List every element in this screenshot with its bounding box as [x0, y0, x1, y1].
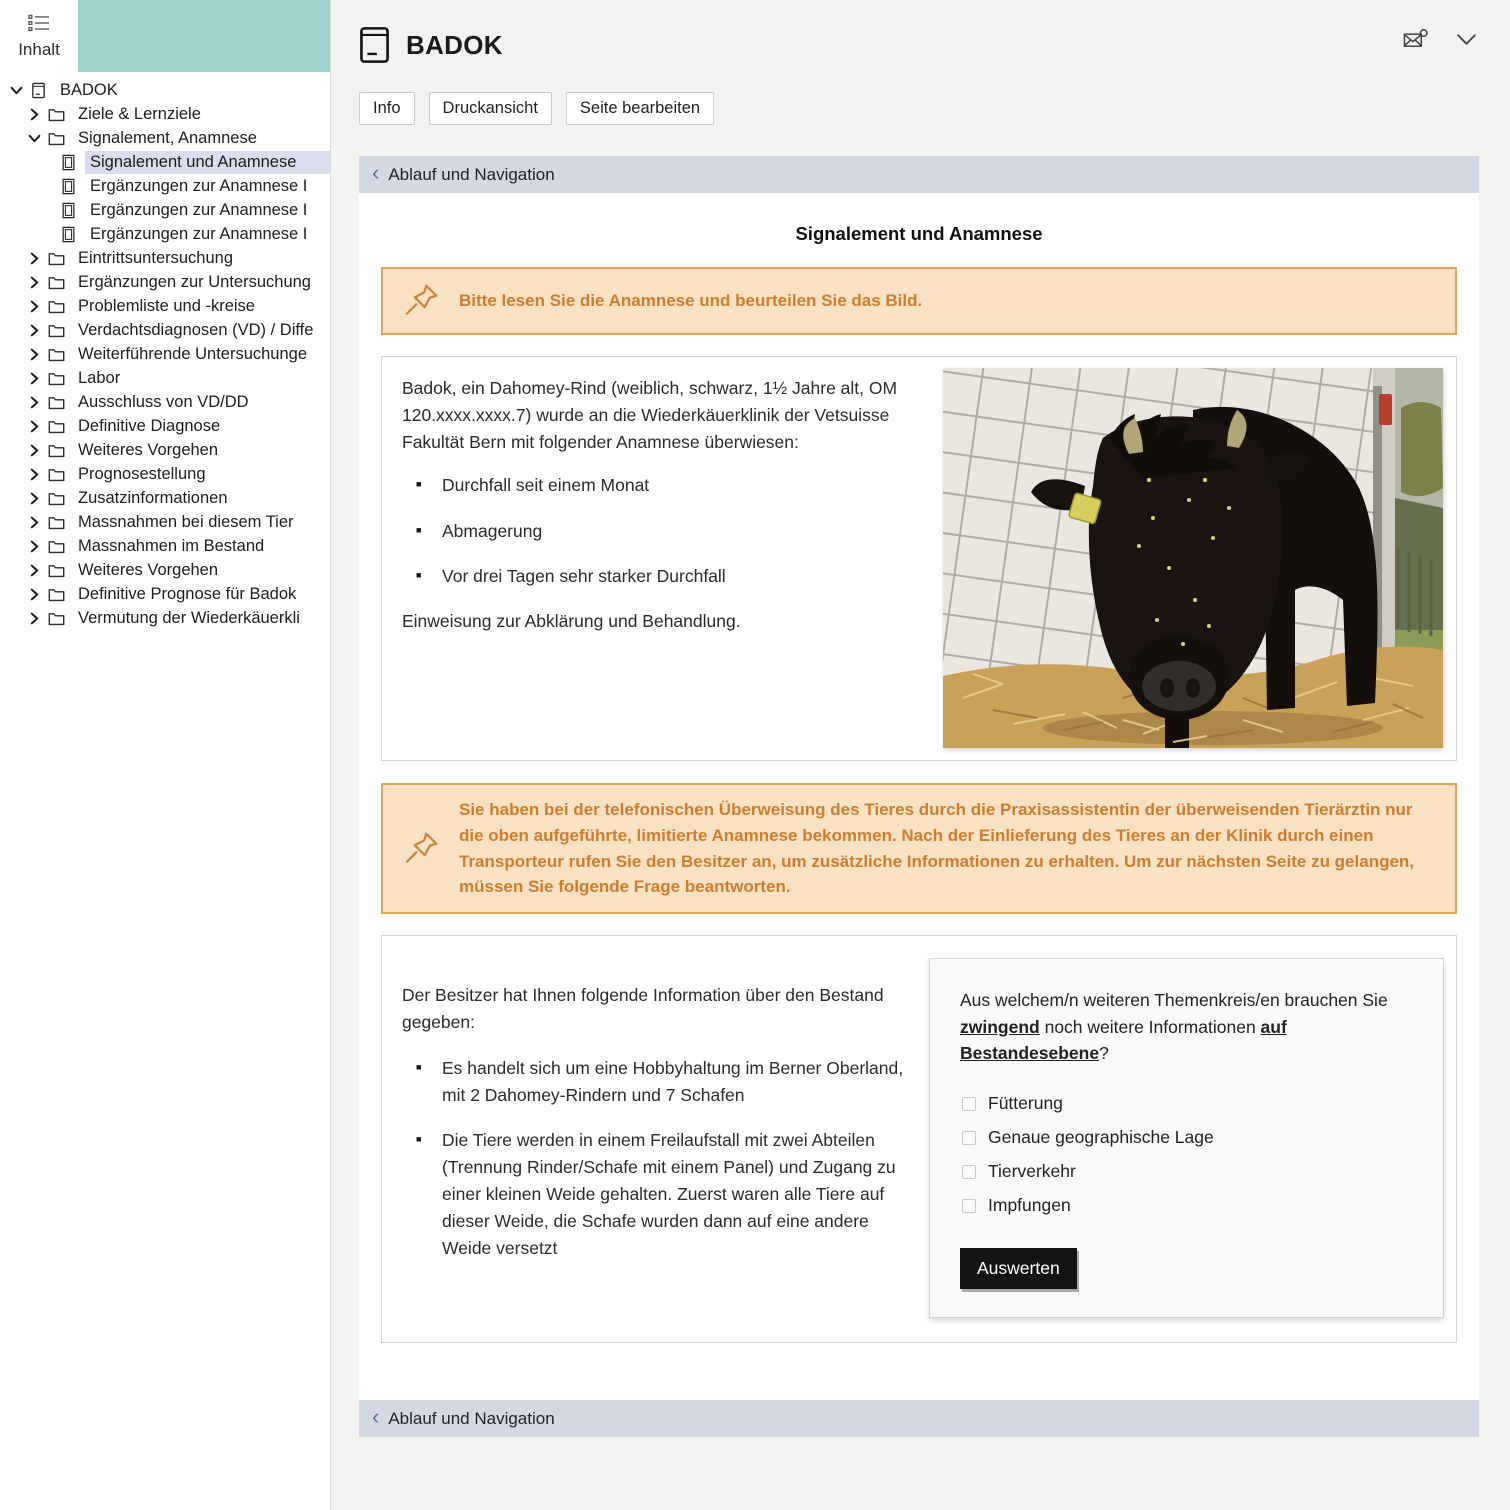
- question-emphasis: zwingend: [960, 1016, 1040, 1037]
- list-item: ■ Vor drei Tagen sehr starker Durchfall: [402, 563, 932, 590]
- chevron-right-icon[interactable]: [28, 300, 41, 313]
- chevron-right-icon[interactable]: [28, 492, 41, 505]
- chevron-right-icon[interactable]: [28, 324, 41, 337]
- sidebar-item-weiterfuehrende-untersuchungen[interactable]: Weiterführende Untersuchunge: [0, 342, 330, 366]
- page-icon: [60, 178, 77, 195]
- info-button[interactable]: Info: [359, 92, 415, 125]
- page-heading: Signalement und Anamnese: [795, 223, 1043, 244]
- chevron-right-icon[interactable]: [28, 468, 41, 481]
- sidebar-item-problemliste[interactable]: Problemliste und -kreise: [0, 294, 330, 318]
- notice-read-anamnese: [381, 267, 1457, 335]
- folder-icon: [48, 370, 65, 387]
- option-label: Fütterung: [988, 1093, 1063, 1114]
- option-label: Genaue geographische Lage: [988, 1127, 1214, 1148]
- bestand-list: [402, 1055, 907, 1263]
- sidebar-item-ergaenzungen-anamnese-3[interactable]: Ergänzungen zur Anamnese I: [0, 222, 330, 246]
- chevron-left-icon: ‹: [372, 160, 380, 185]
- pushpin-icon: [401, 281, 441, 321]
- anamnese-block: [381, 356, 1457, 761]
- sidebar-accent-block: [78, 0, 330, 72]
- sidebar-item-badok[interactable]: BADOK: [0, 78, 330, 102]
- folder-icon: [48, 298, 65, 315]
- anamnese-list: [402, 472, 932, 589]
- folder-icon: [48, 346, 65, 363]
- page-body: [359, 193, 1479, 1400]
- list-item: ■ Durchfall seit einem Monat: [402, 472, 932, 499]
- option-tierverkehr: [960, 1161, 1413, 1182]
- question-emphasis: auf Bestandesebene: [960, 1016, 1287, 1063]
- sidebar-item-massnahmen-bestand[interactable]: Massnahmen im Bestand: [0, 534, 330, 558]
- edit-page-button[interactable]: Seite bearbeiten: [566, 92, 714, 125]
- content-tree: [0, 78, 330, 630]
- book-icon: [30, 82, 47, 99]
- main-area: [331, 0, 1510, 1510]
- toolbar: [359, 92, 1479, 125]
- sidebar-item-ergaenzungen-anamnese-1[interactable]: Ergänzungen zur Anamnese I: [0, 174, 330, 198]
- print-view-button[interactable]: Druckansicht: [429, 92, 552, 125]
- sidebar-tab-label: Inhalt: [18, 39, 60, 59]
- sidebar-item-labor[interactable]: Labor: [0, 366, 330, 390]
- sidebar-item-ausschluss-vd-dd[interactable]: Ausschluss von VD/DD: [0, 390, 330, 414]
- sidebar-item-massnahmen-tier[interactable]: Massnahmen bei diesem Tier: [0, 510, 330, 534]
- option-fuetterung: [960, 1093, 1413, 1114]
- nav-bar-label: Ablauf und Navigation: [388, 164, 555, 184]
- folder-icon: [48, 322, 65, 339]
- folder-icon: [48, 130, 65, 147]
- folder-icon: [48, 586, 65, 603]
- chevron-right-icon[interactable]: [28, 348, 41, 361]
- chevron-right-icon[interactable]: [28, 276, 41, 289]
- sidebar: [0, 0, 331, 1510]
- folder-icon: [48, 106, 65, 123]
- chevron-right-icon[interactable]: [28, 540, 41, 553]
- chevron-right-icon[interactable]: [28, 612, 41, 625]
- sidebar-item-weiteres-vorgehen-1[interactable]: Weiteres Vorgehen: [0, 438, 330, 462]
- sidebar-item-ergaenzungen-untersuchung[interactable]: Ergänzungen zur Untersuchung: [0, 270, 330, 294]
- sidebar-item-prognosestellung[interactable]: Prognosestellung: [0, 462, 330, 486]
- chevron-right-icon[interactable]: [28, 108, 41, 121]
- sidebar-item-vermutung-wiederkaeuerklinik[interactable]: Vermutung der Wiederkäuerkli: [0, 606, 330, 630]
- sidebar-item-weiteres-vorgehen-2[interactable]: Weiteres Vorgehen: [0, 558, 330, 582]
- question-card: [929, 958, 1444, 1318]
- sidebar-item-eintrittsuntersuchung[interactable]: Eintrittsuntersuchung: [0, 246, 330, 270]
- page-icon: [60, 154, 77, 171]
- chevron-right-icon[interactable]: [28, 444, 41, 457]
- sidebar-header: [0, 0, 330, 72]
- sidebar-item-definitive-prognose[interactable]: Definitive Prognose für Badok: [0, 582, 330, 606]
- folder-icon: [48, 442, 65, 459]
- page-header: [359, 0, 1479, 125]
- sidebar-item-signalement-anamnese[interactable]: Signalement, Anamnese: [0, 126, 330, 150]
- folder-icon: [48, 610, 65, 627]
- list-item: ■ Die Tiere werden in einem Freilaufstall mit zwei Abteilen (Trennung Rinder/Schafe mit einem Panel) und Zugang zu einer kleinen Weide gehalten. Zuerst waren alle Tiere auf dieser Weide, die Schafe wurden dann auf eine andere Weide versetzt: [402, 1127, 907, 1263]
- bestand-block: [381, 935, 1457, 1343]
- chevron-right-icon[interactable]: [28, 252, 41, 265]
- chevron-right-icon[interactable]: [28, 372, 41, 385]
- chevron-down-icon[interactable]: [28, 132, 41, 145]
- option-impfungen: [960, 1195, 1413, 1216]
- nav-bar-top[interactable]: [359, 156, 1479, 193]
- checkbox-geographische-lage[interactable]: [962, 1131, 976, 1145]
- sidebar-item-verdachtsdiagnosen[interactable]: Verdachtsdiagnosen (VD) / Diffe: [0, 318, 330, 342]
- page-icon: [60, 202, 77, 219]
- collapse-chevron-down-icon[interactable]: [1456, 33, 1477, 46]
- option-label: Tierverkehr: [988, 1161, 1076, 1182]
- page-title: BADOK: [406, 29, 503, 60]
- bestand-intro: Der Besitzer hat Ihnen folgende Information über den Bestand gegeben:: [402, 985, 884, 1033]
- folder-icon: [48, 538, 65, 555]
- page-icon: [60, 226, 77, 243]
- folder-icon: [48, 562, 65, 579]
- chevron-down-icon[interactable]: [10, 84, 23, 97]
- anamnese-intro: Badok, ein Dahomey-Rind (weiblich, schwarz, 1½ Jahre alt, OM 120.xxxx.xxxx.7) wurde an die Wiederkäuerklinik der Vetsuisse Fakultät Bern mit folgender Anamnese überwiesen:: [402, 378, 898, 453]
- folder-icon: [48, 250, 65, 267]
- module-book-icon: [359, 26, 390, 64]
- option-label: Impfungen: [988, 1195, 1071, 1216]
- sidebar-item-ziele-lernziele[interactable]: Ziele & Lernziele: [0, 102, 330, 126]
- chevron-right-icon[interactable]: [28, 588, 41, 601]
- folder-icon: [48, 514, 65, 531]
- answer-options: [960, 1093, 1413, 1216]
- folder-icon: [48, 490, 65, 507]
- folder-icon: [48, 466, 65, 483]
- folder-icon: [48, 418, 65, 435]
- notice-text: Bitte lesen Sie die Anamnese und beurteilen Sie das Bild.: [459, 291, 923, 311]
- notice-text: Sie haben bei der telefonischen Überweisung des Tieres durch die Praxisassistentin der überweisenden Tierärztin nur die oben aufgeführte, limitierte Anamnese bekommen. Nach der Einlieferung des Tieres an der Klinik durch einen Transporteur rufen Sie den Besitzer an, um zusätzliche Informationen zu erhalten. Um zur nächsten Seite zu gelangen, müssen Sie folgende Frage beantworten.: [459, 800, 1415, 897]
- case-photo-badok: [943, 368, 1443, 748]
- sidebar-tab-inhalt[interactable]: [0, 0, 78, 72]
- chevron-right-icon[interactable]: [28, 564, 41, 577]
- checkbox-fuetterung[interactable]: [962, 1097, 976, 1111]
- nav-bar-bottom[interactable]: [359, 1400, 1479, 1437]
- folder-icon: [48, 394, 65, 411]
- chevron-right-icon[interactable]: [28, 420, 41, 433]
- chevron-right-icon[interactable]: [28, 516, 41, 529]
- notice-call-owner: [381, 783, 1457, 914]
- sidebar-item-definitive-diagnose[interactable]: Definitive Diagnose: [0, 414, 330, 438]
- sidebar-item-ergaenzungen-anamnese-2[interactable]: Ergänzungen zur Anamnese I: [0, 198, 330, 222]
- mail-notification-icon[interactable]: [1403, 28, 1428, 50]
- chevron-right-icon[interactable]: [28, 396, 41, 409]
- content-panel: [359, 156, 1479, 1437]
- list-icon: [26, 13, 52, 33]
- nav-bar-label: Ablauf und Navigation: [388, 1408, 555, 1428]
- list-item: ■ Es handelt sich um eine Hobbyhaltung im Berner Oberland, mit 2 Dahomey-Rindern und 7 Schafen: [402, 1055, 907, 1109]
- folder-icon: [48, 274, 65, 291]
- option-geographische-lage: [960, 1127, 1413, 1148]
- chevron-left-icon: ‹: [372, 1404, 380, 1430]
- sidebar-item-signalement-und-anamnese[interactable]: Signalement und Anamnese: [0, 150, 330, 174]
- sidebar-item-zusatzinformationen[interactable]: Zusatzinformationen: [0, 486, 330, 510]
- anamnese-outro: Einweisung zur Abklärung und Behandlung.: [402, 610, 741, 631]
- list-item: ■ Abmagerung: [402, 518, 932, 545]
- checkbox-impfungen[interactable]: [962, 1199, 976, 1213]
- pushpin-icon: [401, 829, 441, 869]
- question-text: Aus welchem/n weiteren Themenkreis/en brauchen Sie zwingend noch weitere Informationen auf Bestandesebene?: [960, 990, 1388, 1063]
- evaluate-button[interactable]: Auswerten: [960, 1248, 1077, 1289]
- checkbox-tierverkehr[interactable]: [962, 1165, 976, 1179]
